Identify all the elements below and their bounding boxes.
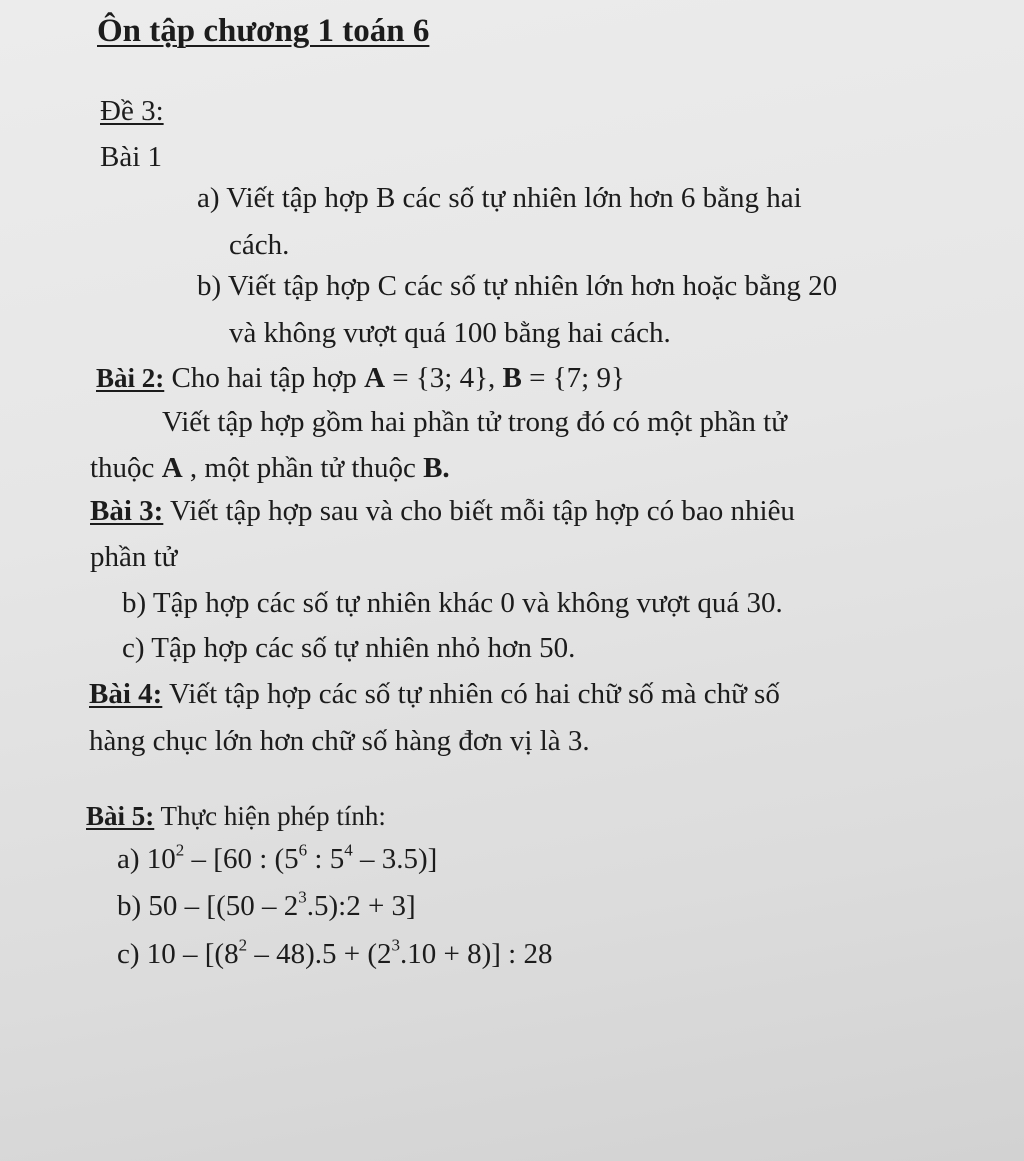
expr-a-exp2: 6 bbox=[298, 840, 308, 860]
set-b-value: = {7; 9} bbox=[521, 362, 625, 394]
expr-c-part2: – 48).5 + (2 bbox=[247, 938, 392, 970]
expr-c-part1: c) 10 – [(8 bbox=[117, 938, 239, 970]
expr-c-exp1: 2 bbox=[238, 935, 248, 955]
expr-a-part3: : 5 bbox=[307, 843, 345, 875]
expr-a-part1: a) 10 bbox=[117, 843, 176, 875]
bai2-line1 bbox=[96, 361, 625, 395]
bai2-line3 bbox=[90, 451, 450, 485]
set-b-name: B bbox=[502, 362, 522, 394]
bai5-label: Bài 5: bbox=[86, 801, 155, 831]
bai1-a-line1: a) Viết tập hợp B các số tự nhiên lớn hơn 6 bằng hai bbox=[197, 182, 802, 214]
bai5-intro: Thực hiện phép tính: bbox=[160, 801, 386, 831]
bai5-expression-b bbox=[117, 889, 416, 923]
expr-b-part2: .5):2 + 3] bbox=[306, 890, 416, 922]
bai1-b-line1: b) Viết tập hợp C các số tự nhiên lớn hơn hoặc bằng 20 bbox=[197, 270, 838, 302]
bai4-text: Viết tập hợp các số tự nhiên có hai chữ số mà chữ số bbox=[169, 678, 780, 710]
bai3-line2: phần tử bbox=[90, 541, 178, 573]
bai1-a-line2: cách. bbox=[229, 229, 290, 261]
bai3-text: Viết tập hợp sau và cho biết mỗi tập hợp có bao nhiêu bbox=[170, 495, 795, 527]
bai3-label: Bài 3: bbox=[90, 495, 164, 527]
bai4-line2: hàng chục lớn hơn chữ số hàng đơn vị là 3. bbox=[89, 725, 590, 757]
set-a-name: A bbox=[364, 362, 386, 394]
bai4-line1 bbox=[89, 677, 780, 711]
bai2-line3-b: B. bbox=[423, 452, 450, 484]
expr-a-part2: – [60 : (5 bbox=[184, 843, 299, 875]
expr-b-exp1: 3 bbox=[298, 887, 307, 907]
bai2-line3-pre: thuộc bbox=[90, 452, 162, 484]
expr-a-exp3: 4 bbox=[344, 840, 353, 860]
expr-b-part1: b) 50 – [(50 – 2 bbox=[117, 890, 299, 922]
bai5-expression-c bbox=[117, 937, 553, 971]
bai4-label: Bài 4: bbox=[89, 678, 163, 710]
exam-label: Đề 3: bbox=[100, 95, 164, 127]
bai3-b: b) Tập hợp các số tự nhiên khác 0 và không vượt quá 30. bbox=[122, 587, 783, 619]
bai2-line2: Viết tập hợp gồm hai phần tử trong đó có một phần tử bbox=[162, 406, 787, 438]
bai5-expression-a bbox=[117, 842, 437, 876]
bai3-c: c) Tập hợp các số tự nhiên nhỏ hơn 50. bbox=[122, 632, 576, 664]
bai2-line3-a: A bbox=[161, 452, 183, 484]
bai2-label: Bài 2: bbox=[96, 363, 165, 393]
set-a-value: = {3; 4}, bbox=[385, 362, 503, 394]
bai1-b-line2: và không vượt quá 100 bằng hai cách. bbox=[229, 317, 671, 349]
bai1-label: Bài 1 bbox=[100, 141, 163, 173]
bai5-line1 bbox=[86, 799, 386, 833]
expr-c-part3: .10 + 8)] : 28 bbox=[400, 938, 553, 970]
expr-c-exp2: 3 bbox=[391, 935, 401, 955]
bai2-intro: Cho hai tập hợp bbox=[171, 362, 357, 394]
expr-a-exp1: 2 bbox=[175, 840, 185, 860]
bai2-line3-mid: , một phần tử thuộc bbox=[182, 452, 424, 484]
page-title: Ôn tập chương 1 toán 6 bbox=[97, 13, 430, 49]
bai3-line1 bbox=[90, 494, 795, 528]
expr-a-part4: – 3.5)] bbox=[352, 843, 438, 875]
